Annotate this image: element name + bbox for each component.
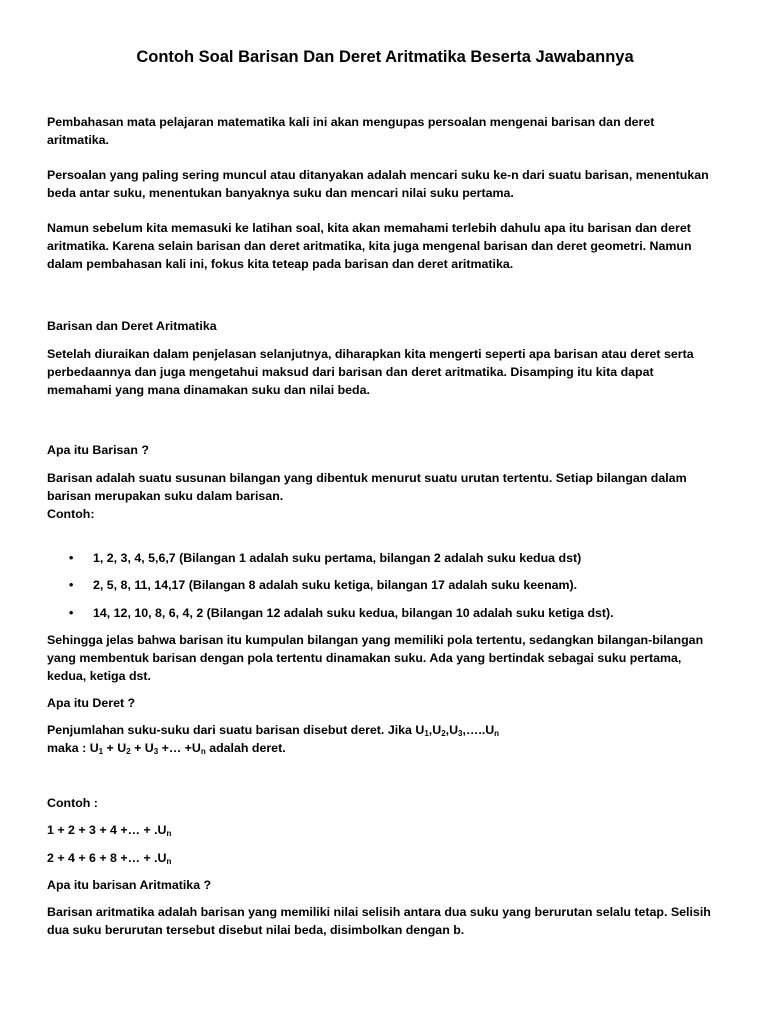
text-line [47,739,737,757]
text-fragment: + U [130,741,154,755]
section2-paragraph [47,469,737,523]
example-label: Contoh : [47,796,98,810]
subscript: n [166,829,172,838]
text-line: dua suku berurutan tersebut disebut nilai beda, disimbolkan dengan b. [47,923,465,937]
intro-paragraph-2 [47,166,737,202]
text-line: Barisan adalah suatu susunan bilangan yang dibentuk menurut suatu urutan tertentu. Setiap bilangan dalam [47,471,687,485]
subscript: n [166,857,172,866]
text-fragment: + U [103,741,127,755]
list-item-text: 14, 12, 10, 8, 6, 4, 2 (Bilangan 12 adalah suku kedua, bilangan 10 adalah suku ketiga dst). [93,606,614,620]
section-heading-barisan-aritmatika: Apa itu barisan Aritmatika ? [47,878,212,892]
subscript: 1 [98,747,104,756]
text-fragment: 1 + 2 + 3 + 4 +… + .U [47,823,167,837]
text-line: aritmatika. [47,133,109,147]
subscript: 3 [458,729,463,738]
subscript: 2 [126,747,131,756]
section3-paragraph [47,721,737,757]
section-heading-apa-itu-deret: Apa itu Deret ? [47,696,136,710]
text-line: Contoh: [47,507,95,521]
example-series-2 [47,849,737,867]
list-item-text: 2, 5, 8, 11, 14,17 (Bilangan 8 adalah suku ketiga, bilangan 17 adalah suku keenam). [93,578,578,592]
text-fragment: Penjumlahan suku-suku dari suatu barisan disebut deret. Jika U [47,723,425,737]
text-line: aritmatika. Karena selain barisan dan deret aritmatika, kita juga mengenal barisan dan deret geometri. Namun [47,239,692,253]
text-fragment: +… +U [158,741,201,755]
intro-paragraph-1 [47,113,737,149]
text-line: Barisan aritmatika adalah barisan yang memiliki nilai selisih antara dua suku yang berurutan selalu tetap. Selisih [47,905,711,919]
bullet-icon: • [69,606,74,620]
subscript: 3 [153,747,159,756]
section-heading-barisan-deret: Barisan dan Deret Aritmatika [47,319,217,333]
text-line: barisan merupakan suku dalam barisan. [47,489,284,503]
text-fragment: 2 + 4 + 6 + 8 +… + .U [47,851,167,865]
text-line: Setelah diuraikan dalam penjelasan selanjutnya, diharapkan kita mengerti seperti apa barisan atau deret serta [47,347,694,361]
section-heading-apa-itu-barisan: Apa itu Barisan ? [47,443,149,457]
text-line: yang membentuk barisan dengan pola tertentu dinamakan suku. Ada yang bertindak sebagai suku pertama, [47,651,682,665]
subscript: n [494,729,500,738]
bullet-icon: • [69,551,74,565]
page-title: Contoh Soal Barisan Dan Deret Aritmatika Beserta Jawabannya [136,48,634,66]
text-fragment: ,U [445,723,459,737]
list-item-text: 1, 2, 3, 4, 5,6,7 (Bilangan 1 adalah suku pertama, bilangan 2 adalah suku kedua dst) [93,551,582,565]
text-line: memahami yang mana dinamakan suku dan nilai beda. [47,383,370,397]
subscript: 2 [441,729,446,738]
subscript: 1 [424,729,429,738]
text-fragment: maka : U [47,741,99,755]
example-series-1 [47,821,737,839]
text-line: beda antar suku, menentukan banyaknya suku dan mencari nilai suku pertama. [47,186,514,200]
subscript: n [200,747,206,756]
section4-paragraph [47,903,737,939]
text-fragment: adalah deret. [205,741,286,755]
text-line: Namun sebelum kita memasuki ke latihan soal, kita akan memahami terlebih dahulu apa itu barisan dan deret [47,221,691,235]
text-line: perbedaannya dan juga mengetahui maksud dari barisan dan deret aritmatika. Disamping itu kita dapat [47,365,654,379]
text-fragment: ,U [428,723,442,737]
text-line: Persoalan yang paling sering muncul atau ditanyakan adalah mencari suku ke-n dari suatu barisan, menentukan [47,168,709,182]
section2-conclusion [47,631,737,685]
text-line [47,721,737,739]
text-line: Sehingga jelas bahwa barisan itu kumpulan bilangan yang memiliki pola tertentu, sedangkan bilangan-bilangan [47,633,704,647]
text-line: dalam pembahasan kali ini, fokus kita teteap pada barisan dan deret aritmatika. [47,257,514,271]
intro-paragraph-3 [47,219,737,273]
section1-paragraph [47,345,737,399]
bullet-icon: • [69,578,74,592]
text-line: kedua, ketiga dst. [47,669,151,683]
text-line: Pembahasan mata pelajaran matematika kali ini akan mengupas persoalan mengenai barisan dan deret [47,115,655,129]
text-fragment: ,…..U [462,723,495,737]
